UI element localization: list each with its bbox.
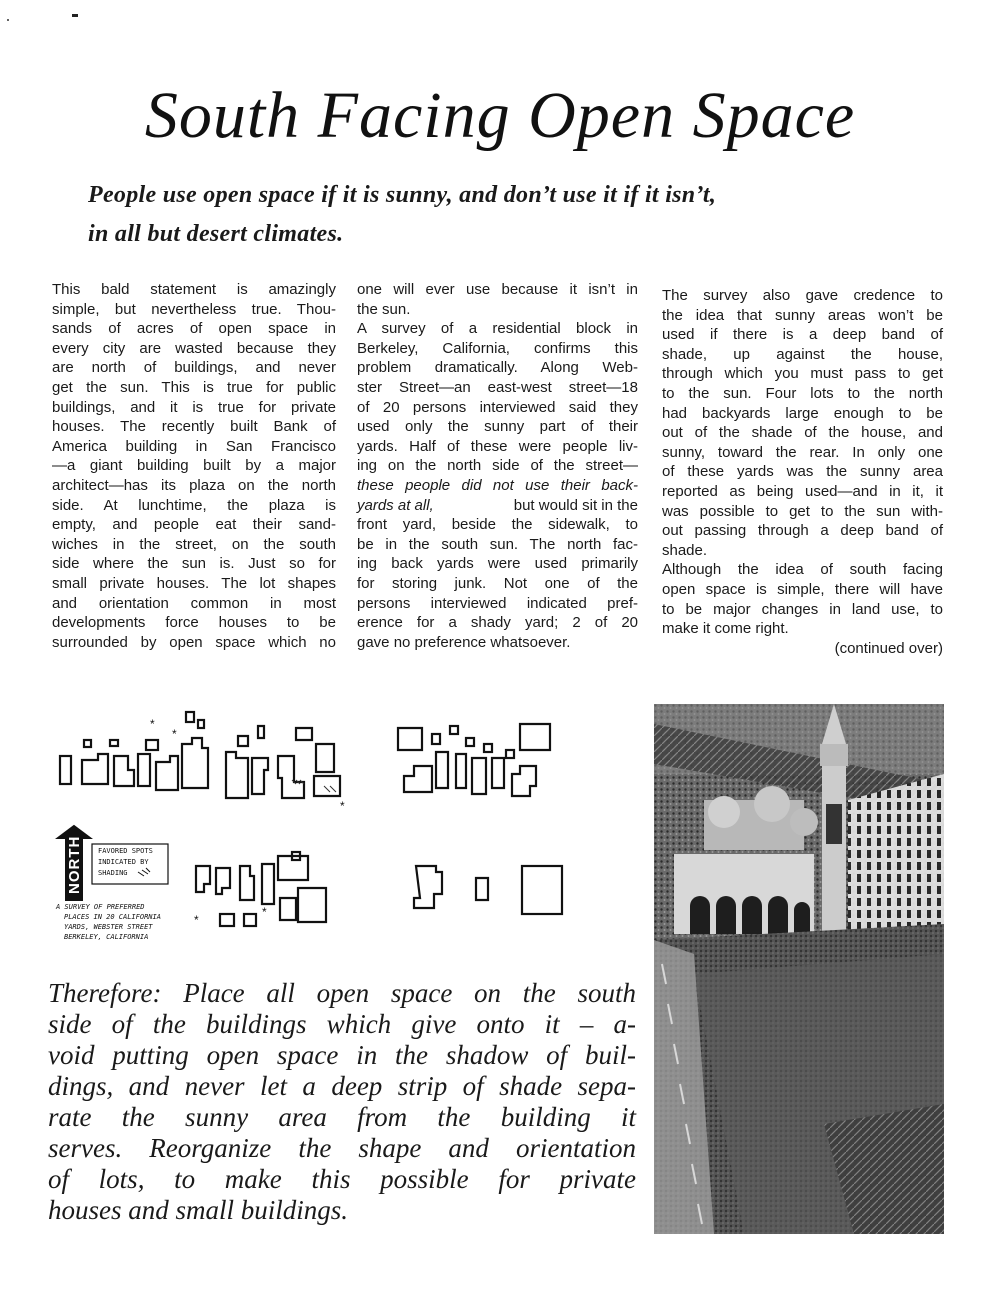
aerial-photo — [654, 704, 944, 1234]
caption-line: A SURVEY OF PREFERRED — [56, 903, 145, 911]
building — [238, 736, 248, 746]
text-line: shade. — [662, 541, 708, 559]
text-line: simple, but nevertheless true. Thou- — [52, 300, 336, 318]
subtitle-line: in all but desert climates. — [88, 221, 344, 247]
building — [512, 766, 536, 796]
block-site-plan-diagram — [52, 698, 598, 960]
building — [198, 720, 204, 728]
text-line: This bald statement is amazingly — [52, 281, 336, 298]
text-line: shade, up against the house, — [662, 345, 943, 363]
text-line: ing on the north side of the street— — [357, 457, 638, 475]
building — [258, 726, 264, 738]
text-line: for storing junk. Not one of the — [357, 574, 638, 592]
text-line: of 20 persons interviewed said they — [357, 398, 638, 416]
text-line: ster Street—an east-west street—18 — [357, 378, 638, 396]
dome — [708, 796, 740, 828]
building — [60, 756, 71, 784]
text-line: developments force houses to be — [52, 614, 336, 632]
building — [278, 756, 304, 798]
therefore-line: side of the buildings which give onto it – a- — [48, 1009, 636, 1039]
building — [466, 738, 474, 746]
building — [110, 740, 118, 746]
text-line: houses. The recently built Bank of — [52, 418, 336, 436]
page-title: South Facing Open Space — [144, 79, 856, 152]
scan-specks — [0, 0, 1000, 60]
text-line: A survey of a residential block in — [357, 320, 638, 338]
building — [216, 868, 230, 894]
text-line: gave no preference whatsoever. — [357, 633, 571, 651]
legend-line: SHADING — [98, 869, 128, 877]
asterisk: * — [150, 717, 155, 731]
therefore-line: dings, and never let a deep strip of shade sepa- — [48, 1071, 636, 1101]
building — [506, 750, 514, 758]
dome — [790, 808, 818, 836]
therefore-line: serves. Reorganize the shape and orientation — [48, 1133, 636, 1163]
therefore-line: houses and small buildings. — [48, 1195, 349, 1225]
campanile-top — [820, 744, 848, 766]
building-outlines — [60, 712, 562, 926]
text-line: be in the south sun. The north fac- — [357, 535, 638, 553]
text-line: side. At lunchtime, the plaza is — [52, 496, 336, 514]
text-column-3 — [662, 286, 943, 658]
text-column-1 — [52, 280, 336, 652]
building — [280, 898, 296, 920]
building — [296, 728, 312, 740]
building — [484, 744, 492, 752]
text-line: make it come right. — [662, 620, 789, 638]
building — [476, 878, 488, 900]
legend-line: FAVORED SPOTS — [98, 847, 153, 855]
building — [414, 866, 442, 908]
text-line: the sun. — [357, 300, 411, 318]
building — [262, 864, 274, 904]
therefore-line: Therefore: Place all open space on the south — [48, 978, 636, 1008]
text-line: yards. Half of these were people liv- — [357, 437, 638, 455]
caption-line: PLACES IN 20 CALIFORNIA — [64, 913, 161, 921]
text-line: Berkeley, California, confirms this — [357, 339, 638, 357]
text-line: to the sun. Four lots to the north — [662, 384, 943, 402]
building — [436, 752, 448, 788]
text-line: surrounded by open space which no — [52, 633, 336, 651]
text-line: architect—has its plaza on the north — [52, 476, 336, 494]
text-line: —a giant building built by a major — [52, 457, 336, 475]
building — [404, 766, 432, 792]
campanile-windows — [826, 804, 842, 844]
legend-hatch-sample — [138, 868, 150, 876]
text-line: used if there is a deep band of — [662, 326, 943, 344]
building — [298, 888, 326, 922]
asterisk: * — [194, 913, 199, 927]
text-column-2 — [357, 280, 638, 652]
text-line: ing back yards were used primarily — [357, 555, 638, 573]
building — [244, 914, 256, 926]
text-line: reported as being used—and in it, it — [662, 482, 943, 500]
building — [252, 758, 268, 794]
building — [522, 866, 562, 914]
text-line: the idea that sunny areas won’t be — [662, 306, 943, 324]
building — [240, 866, 254, 900]
therefore-statement — [48, 978, 636, 1226]
legend-line: INDICATED BY — [98, 858, 149, 866]
building — [398, 728, 422, 750]
asterisk: * — [262, 905, 267, 919]
text-line: side where the sun is. Just so for — [52, 555, 336, 573]
therefore-line: rate the sunny area from the building it — [48, 1102, 636, 1132]
building — [156, 756, 178, 790]
text-line: had backyards large enough to be — [662, 404, 943, 422]
subtitle — [88, 176, 928, 254]
building — [432, 734, 440, 744]
asterisk: * — [172, 727, 177, 741]
text-line: Although the idea of south facing — [662, 561, 943, 579]
text-line: front yard, beside the sidewalk, to — [357, 516, 638, 534]
building — [82, 754, 108, 784]
text-line: America building in San Francisco — [52, 437, 336, 455]
building — [456, 754, 466, 788]
building — [196, 866, 210, 892]
continued-note: (continued over) — [834, 639, 943, 657]
text-line: wiches in the street, on the south — [52, 535, 336, 553]
text-fragment: but would sit in the — [513, 496, 638, 514]
text-line: and orientation common in most — [52, 594, 336, 612]
therefore-line: of lots, to make this possible for private — [48, 1164, 636, 1194]
text-line: through which you must pass to get — [662, 365, 943, 383]
building — [84, 740, 91, 747]
caption-line: YARDS, WEBSTER STREET — [64, 923, 153, 931]
text-line: The survey also gave credence to — [662, 287, 943, 304]
text-line: are north of buildings, and never — [52, 359, 336, 377]
building — [114, 756, 134, 786]
text-line: buildings, and it is true for private — [52, 398, 336, 416]
building — [472, 758, 486, 794]
building — [182, 738, 208, 788]
text-line: of these yards was the sunny area — [662, 463, 943, 481]
text-line: to be major changes in land use, to — [662, 600, 943, 618]
text-line: one will ever use because it isn’t in — [357, 281, 638, 298]
building — [186, 712, 194, 722]
text-line: erence for a shady yard; 2 of 20 — [357, 614, 638, 632]
therefore-line: void putting open space in the shadow of buil- — [48, 1040, 636, 1070]
text-line: small private houses. The lot shapes — [52, 574, 336, 592]
building — [450, 726, 458, 734]
text-line: every city are wasted because they — [52, 339, 336, 357]
building — [220, 914, 234, 926]
dome — [754, 786, 790, 822]
building — [492, 758, 504, 788]
text-line: get the sun. This is true for public — [52, 378, 336, 396]
italic-phrase: yards at all, — [357, 496, 434, 514]
building — [138, 754, 150, 786]
text-line: persons interviewed indicated pref- — [357, 594, 638, 612]
building — [146, 740, 158, 750]
subtitle-line: People use open space if it is sunny, and don’t use it if it isn’t, — [88, 182, 717, 208]
building — [520, 724, 550, 750]
text-line: sunny, toward the rear. In only one — [662, 443, 943, 461]
text-line: out passing through a deep band of — [662, 522, 943, 540]
building — [314, 776, 340, 796]
text-line-mixed — [357, 496, 638, 516]
asterisk: * — [340, 799, 345, 813]
text-line: open space is simple, there will have — [662, 580, 943, 598]
text-line-italic: these people did not use their back- — [357, 476, 638, 494]
building — [226, 752, 248, 798]
building — [316, 744, 334, 772]
text-line: used only the sunny part of their — [357, 418, 638, 436]
text-line: out of the shade of the house, and — [662, 424, 943, 442]
text-line: was possible to get to the sun with- — [662, 502, 943, 520]
text-line: problem dramatically. Along Web- — [357, 359, 638, 377]
north-label: NORTH — [66, 835, 83, 894]
text-line: empty, and people eat their sand- — [52, 516, 336, 534]
caption-line: BERKELEY, CALIFORNIA — [64, 933, 149, 941]
diagram-caption — [55, 903, 161, 941]
text-line: sands of acres of open space in — [52, 320, 336, 338]
